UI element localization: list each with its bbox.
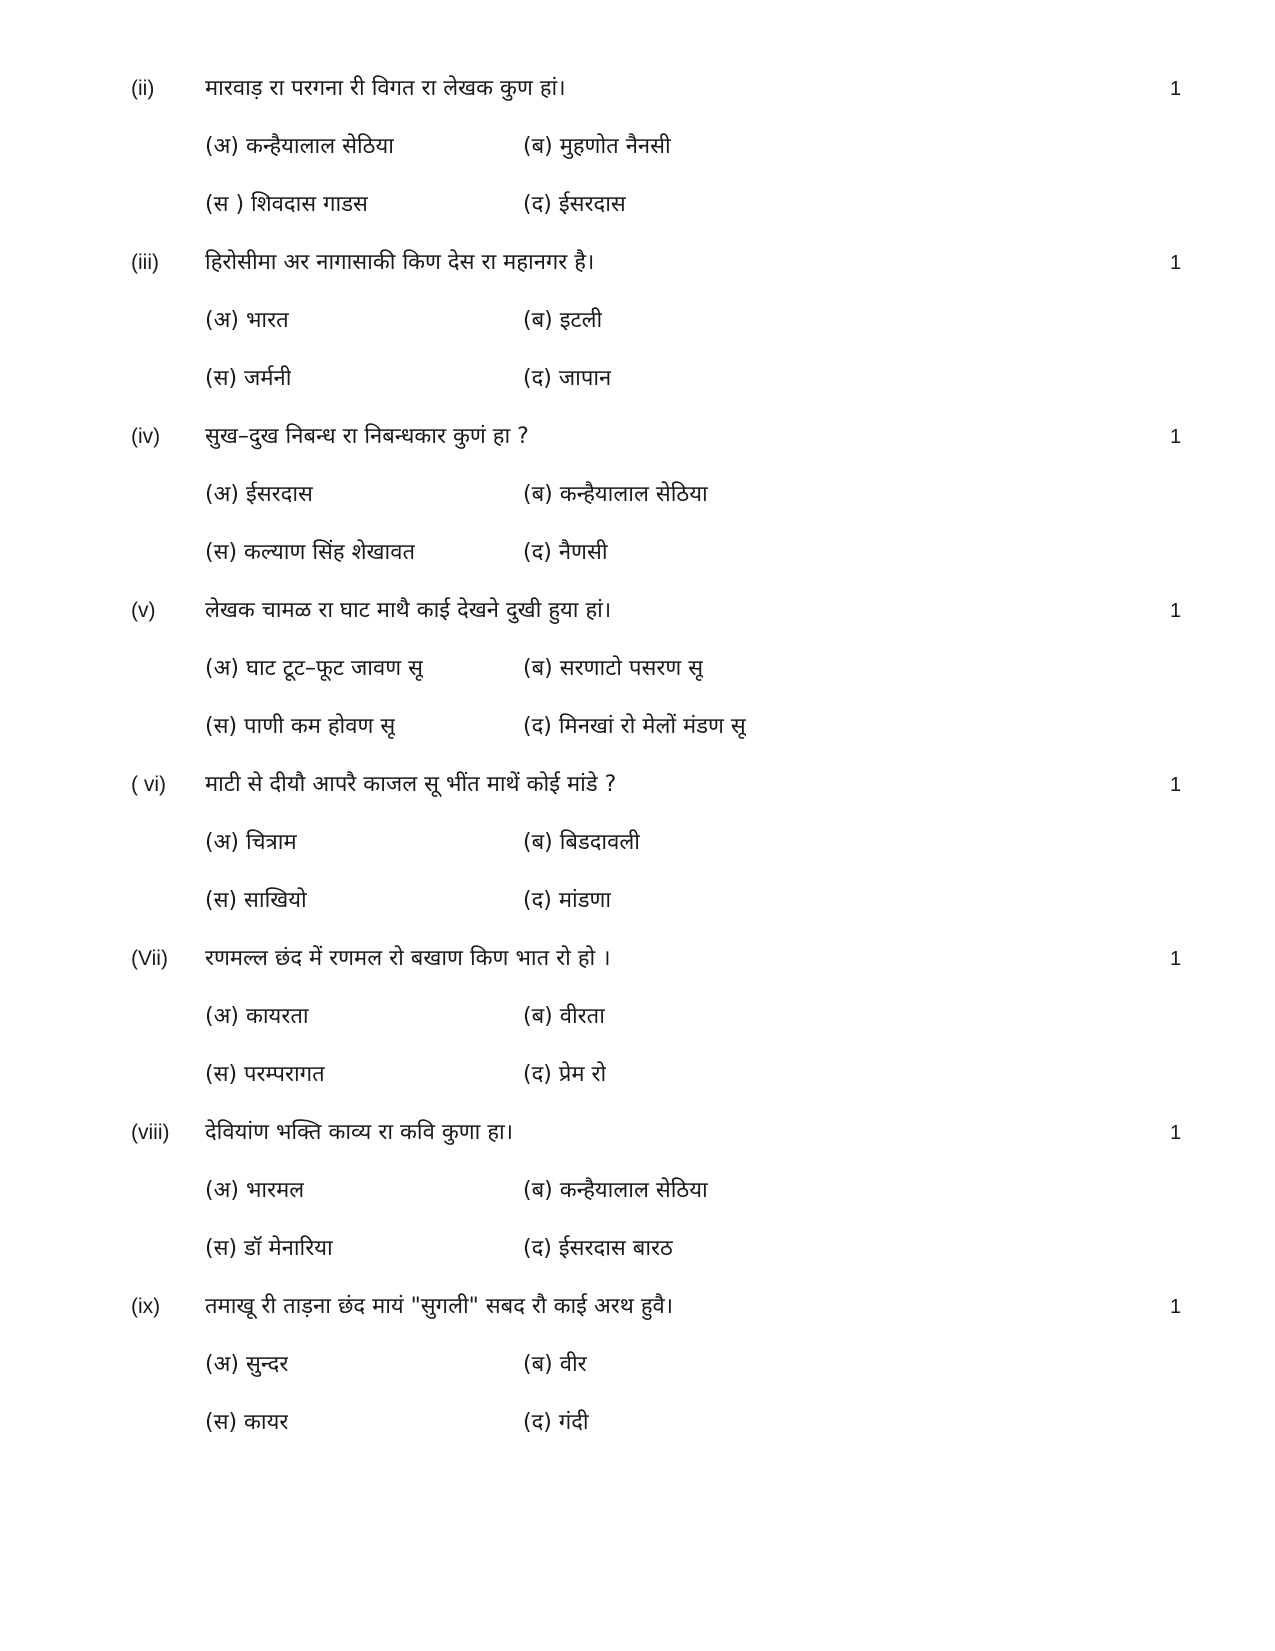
option-a: (अ) ईसरदास [205, 482, 313, 507]
options-row-2 [0, 359, 1275, 399]
question-text: लेखक चामळ रा घाट माथै काई देखने दुखी हुया हां। [205, 598, 612, 623]
option-a: (अ) भारमल [205, 1178, 305, 1203]
question-text: देवियांण भक्ति काव्य रा कवि कुणा हा। [205, 1120, 514, 1145]
option-c: (स) कायर [205, 1410, 289, 1435]
question-text: रणमल्ल छंद में रणमल रो बखाण किण भात रो हो । [205, 946, 611, 971]
option-d: (द) प्रेम रो [523, 1062, 607, 1087]
options-row-2 [0, 185, 1275, 225]
question-marks: 1 [1170, 774, 1182, 796]
option-c: (स) साखियो [205, 888, 307, 913]
options-row-1 [0, 997, 1275, 1037]
question-text: माटी से दीयौ आपरै काजल सू भींत माथें कोई मांडे ? [205, 772, 617, 797]
options-row-1 [0, 127, 1275, 167]
question-row [0, 243, 1275, 283]
question-marks: 1 [1170, 948, 1182, 970]
option-b: (ब) कन्हैयालाल सेठिया [523, 1178, 708, 1203]
question-marks: 1 [1170, 78, 1182, 100]
option-b: (ब) कन्हैयालाल सेठिया [523, 482, 708, 507]
option-d: (द) गंदी [523, 1410, 589, 1435]
option-d: (द) नैणसी [523, 540, 608, 565]
option-d: (द) ईसरदास [523, 192, 626, 217]
question-vii [0, 939, 1275, 1113]
option-a: (अ) चित्राम [205, 830, 297, 855]
question-iii [0, 243, 1275, 417]
option-c: (स) डॉ मेनारिया [205, 1236, 333, 1261]
question-number: ( vi) [131, 773, 166, 796]
question-ix [0, 1287, 1275, 1461]
options-row-2 [0, 1055, 1275, 1095]
question-number: (viii) [131, 1121, 170, 1144]
question-row [0, 939, 1275, 979]
options-row-2 [0, 1403, 1275, 1443]
question-row [0, 765, 1275, 805]
question-text: तमाखू री ताड़ना छंद मायं "सुगली" सबद रौ काई अरथ हुवै। [205, 1294, 674, 1319]
option-d: (द) ईसरदास बारठ [523, 1236, 673, 1261]
question-row [0, 1113, 1275, 1153]
options-row-2 [0, 707, 1275, 747]
option-b: (ब) वीरता [523, 1004, 605, 1029]
options-row-1 [0, 301, 1275, 341]
question-number: (iii) [131, 251, 159, 274]
option-a: (अ) कायरता [205, 1004, 309, 1029]
question-number: (Vii) [131, 947, 168, 970]
option-a: (अ) सुन्दर [205, 1352, 289, 1377]
option-d: (द) मिनखां रो मेलों मंडण सू [523, 714, 746, 739]
option-c: (स ) शिवदास गाडस [205, 192, 368, 217]
question-number: (iv) [131, 425, 161, 448]
question-row [0, 1287, 1275, 1327]
option-b: (ब) बिडदावली [523, 830, 640, 855]
option-c: (स) परम्परागत [205, 1062, 325, 1087]
question-v [0, 591, 1275, 765]
question-number: (v) [131, 599, 156, 622]
question-marks: 1 [1170, 426, 1182, 448]
question-text: मारवाड़ रा परगना री विगत रा लेखक कुण हां। [205, 76, 566, 101]
question-row [0, 417, 1275, 457]
option-b: (ब) वीर [523, 1352, 587, 1377]
question-marks: 1 [1170, 1122, 1182, 1144]
options-row-2 [0, 881, 1275, 921]
options-row-1 [0, 475, 1275, 515]
option-a: (अ) भारत [205, 308, 289, 333]
question-viii [0, 1113, 1275, 1287]
option-b: (ब) इटली [523, 308, 603, 333]
question-text: हिरोसीमा अर नागासाकी किण देस रा महानगर है। [205, 250, 595, 275]
option-d: (द) मांडणा [523, 888, 612, 913]
option-a: (अ) घाट टूट–फूट जावण सू [205, 656, 423, 681]
question-row [0, 591, 1275, 631]
options-row-2 [0, 1229, 1275, 1269]
question-text: सुख–दुख निबन्ध रा निबन्धकार कुणं हा ? [205, 424, 529, 449]
options-row-2 [0, 533, 1275, 573]
question-marks: 1 [1170, 252, 1182, 274]
option-c: (स) जर्मनी [205, 366, 292, 391]
option-c: (स) कल्याण सिंह शेखावत [205, 540, 416, 565]
question-ii [0, 69, 1275, 243]
option-c: (स) पाणी कम होवण सू [205, 714, 396, 739]
question-marks: 1 [1170, 1296, 1182, 1318]
options-row-1 [0, 1171, 1275, 1211]
question-number: (ii) [131, 77, 155, 100]
option-b: (ब) सरणाटो पसरण सू [523, 656, 704, 681]
option-d: (द) जापान [523, 366, 612, 391]
option-a: (अ) कन्हैयालाल सेठिया [205, 134, 394, 159]
question-row [0, 69, 1275, 109]
question-marks: 1 [1170, 600, 1182, 622]
option-b: (ब) मुहणोत नैनसी [523, 134, 671, 159]
question-vi [0, 765, 1275, 939]
options-row-1 [0, 1345, 1275, 1385]
question-number: (ix) [131, 1295, 161, 1318]
options-row-1 [0, 823, 1275, 863]
question-iv [0, 417, 1275, 591]
options-row-1 [0, 649, 1275, 689]
